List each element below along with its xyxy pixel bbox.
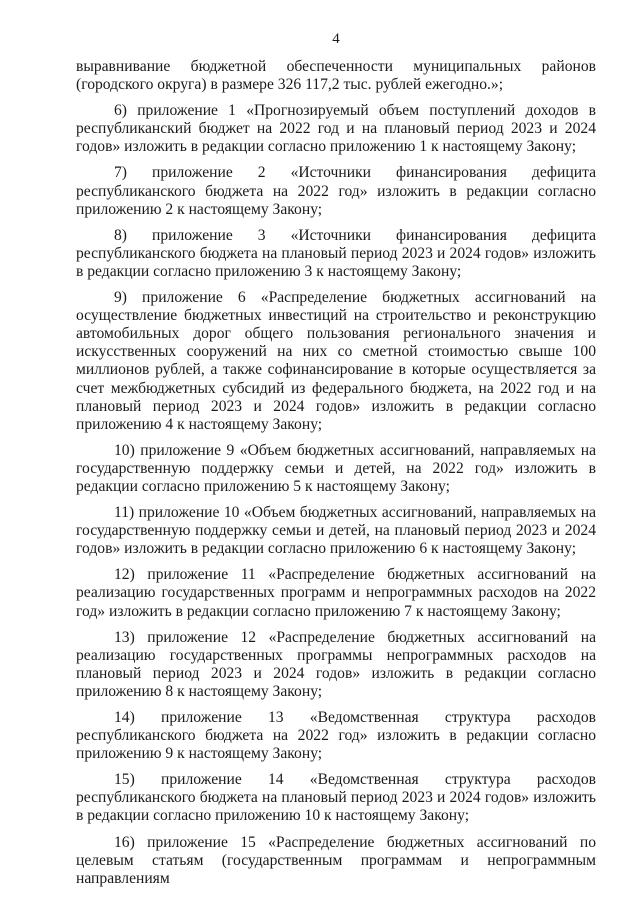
paragraph-item-14: 14) приложение 13 «Ведомственная структура расходов республиканского бюджета на 2022 год» изложить в редакции согласно приложению 9 к настоящему Закону; [76,709,596,763]
paragraph-item-11: 11) приложение 10 «Объем бюджетных ассигнований, направляемых на государственную поддержку семьи и детей, на плановый период 2023 и 2024 годов» изложить в редакции согласно приложению 6 к настоящему Закону; [76,504,596,558]
paragraph-item-15: 15) приложение 14 «Ведомственная структура расходов республиканского бюджета на плановый период 2023 и 2024 годов» изложить в редакции согласно приложению 10 к настоящему Закону; [76,771,596,825]
paragraph-item-12: 12) приложение 11 «Распределение бюджетных ассигнований на реализацию государственных программ и непрограммных расходов на 2022 год» изложить в редакции согласно приложению 7 к настоящему Закону; [76,566,596,620]
paragraph-item-6: 6) приложение 1 «Прогнозируемый объем поступлений доходов в республиканский бюджет на 2022 год и на плановый период 2023 и 2024 годов» изложить в редакции согласно приложению 1 к настоящему Закону; [76,102,596,156]
paragraph-item-7: 7) приложение 2 «Источники финансирования дефицита республиканского бюджета на 2022 год» изложить в редакции согласно приложению 2 к настоящему Закону; [76,164,596,218]
paragraph-continuation: выравнивание бюджетной обеспеченности муниципальных районов (городского округа) в размере 326 117,2 тыс. рублей ежегодно.»; [76,58,596,94]
paragraph-item-10: 10) приложение 9 «Объем бюджетных ассигнований, направляемых на государственную поддержку семьи и детей, на 2022 год» изложить в редакции согласно приложению 5 к настоящему Закону; [76,441,596,495]
page-number: 4 [332,31,340,47]
paragraph-item-16: 16) приложение 15 «Распределение бюджетных ассигнований по целевым статьям (государственным программам и непрограммным направлениям [76,833,596,887]
paragraph-item-13: 13) приложение 12 «Распределение бюджетных ассигнований на реализацию государственных программы непрограммных расходов на плановый период 2023 и 2024 годов» изложить в редакции согласно приложению 8 к настоящему Закону; [76,628,596,700]
paragraph-item-9: 9) приложение 6 «Распределение бюджетных ассигнований на осуществление бюджетных инвестиций на строительство и реконструкцию автомобильных дорог общего пользования регионального значения и искусственных сооружений на них со сметной стоимостью свыше 100 миллионов рублей, а также софинансирование в которые осуществляется за счет межбюджетных субсидий из федерального бюджета, на 2022 год и на плановый период 2023 и 2024 годов» изложить в редакции согласно приложению 4 к настоящему Закону; [76,289,596,433]
paragraph-item-8: 8) приложение 3 «Источники финансирования дефицита республиканского бюджета на плановый период 2023 и 2024 годов» изложить в редакции согласно приложению 3 к настоящему Закону; [76,226,596,280]
